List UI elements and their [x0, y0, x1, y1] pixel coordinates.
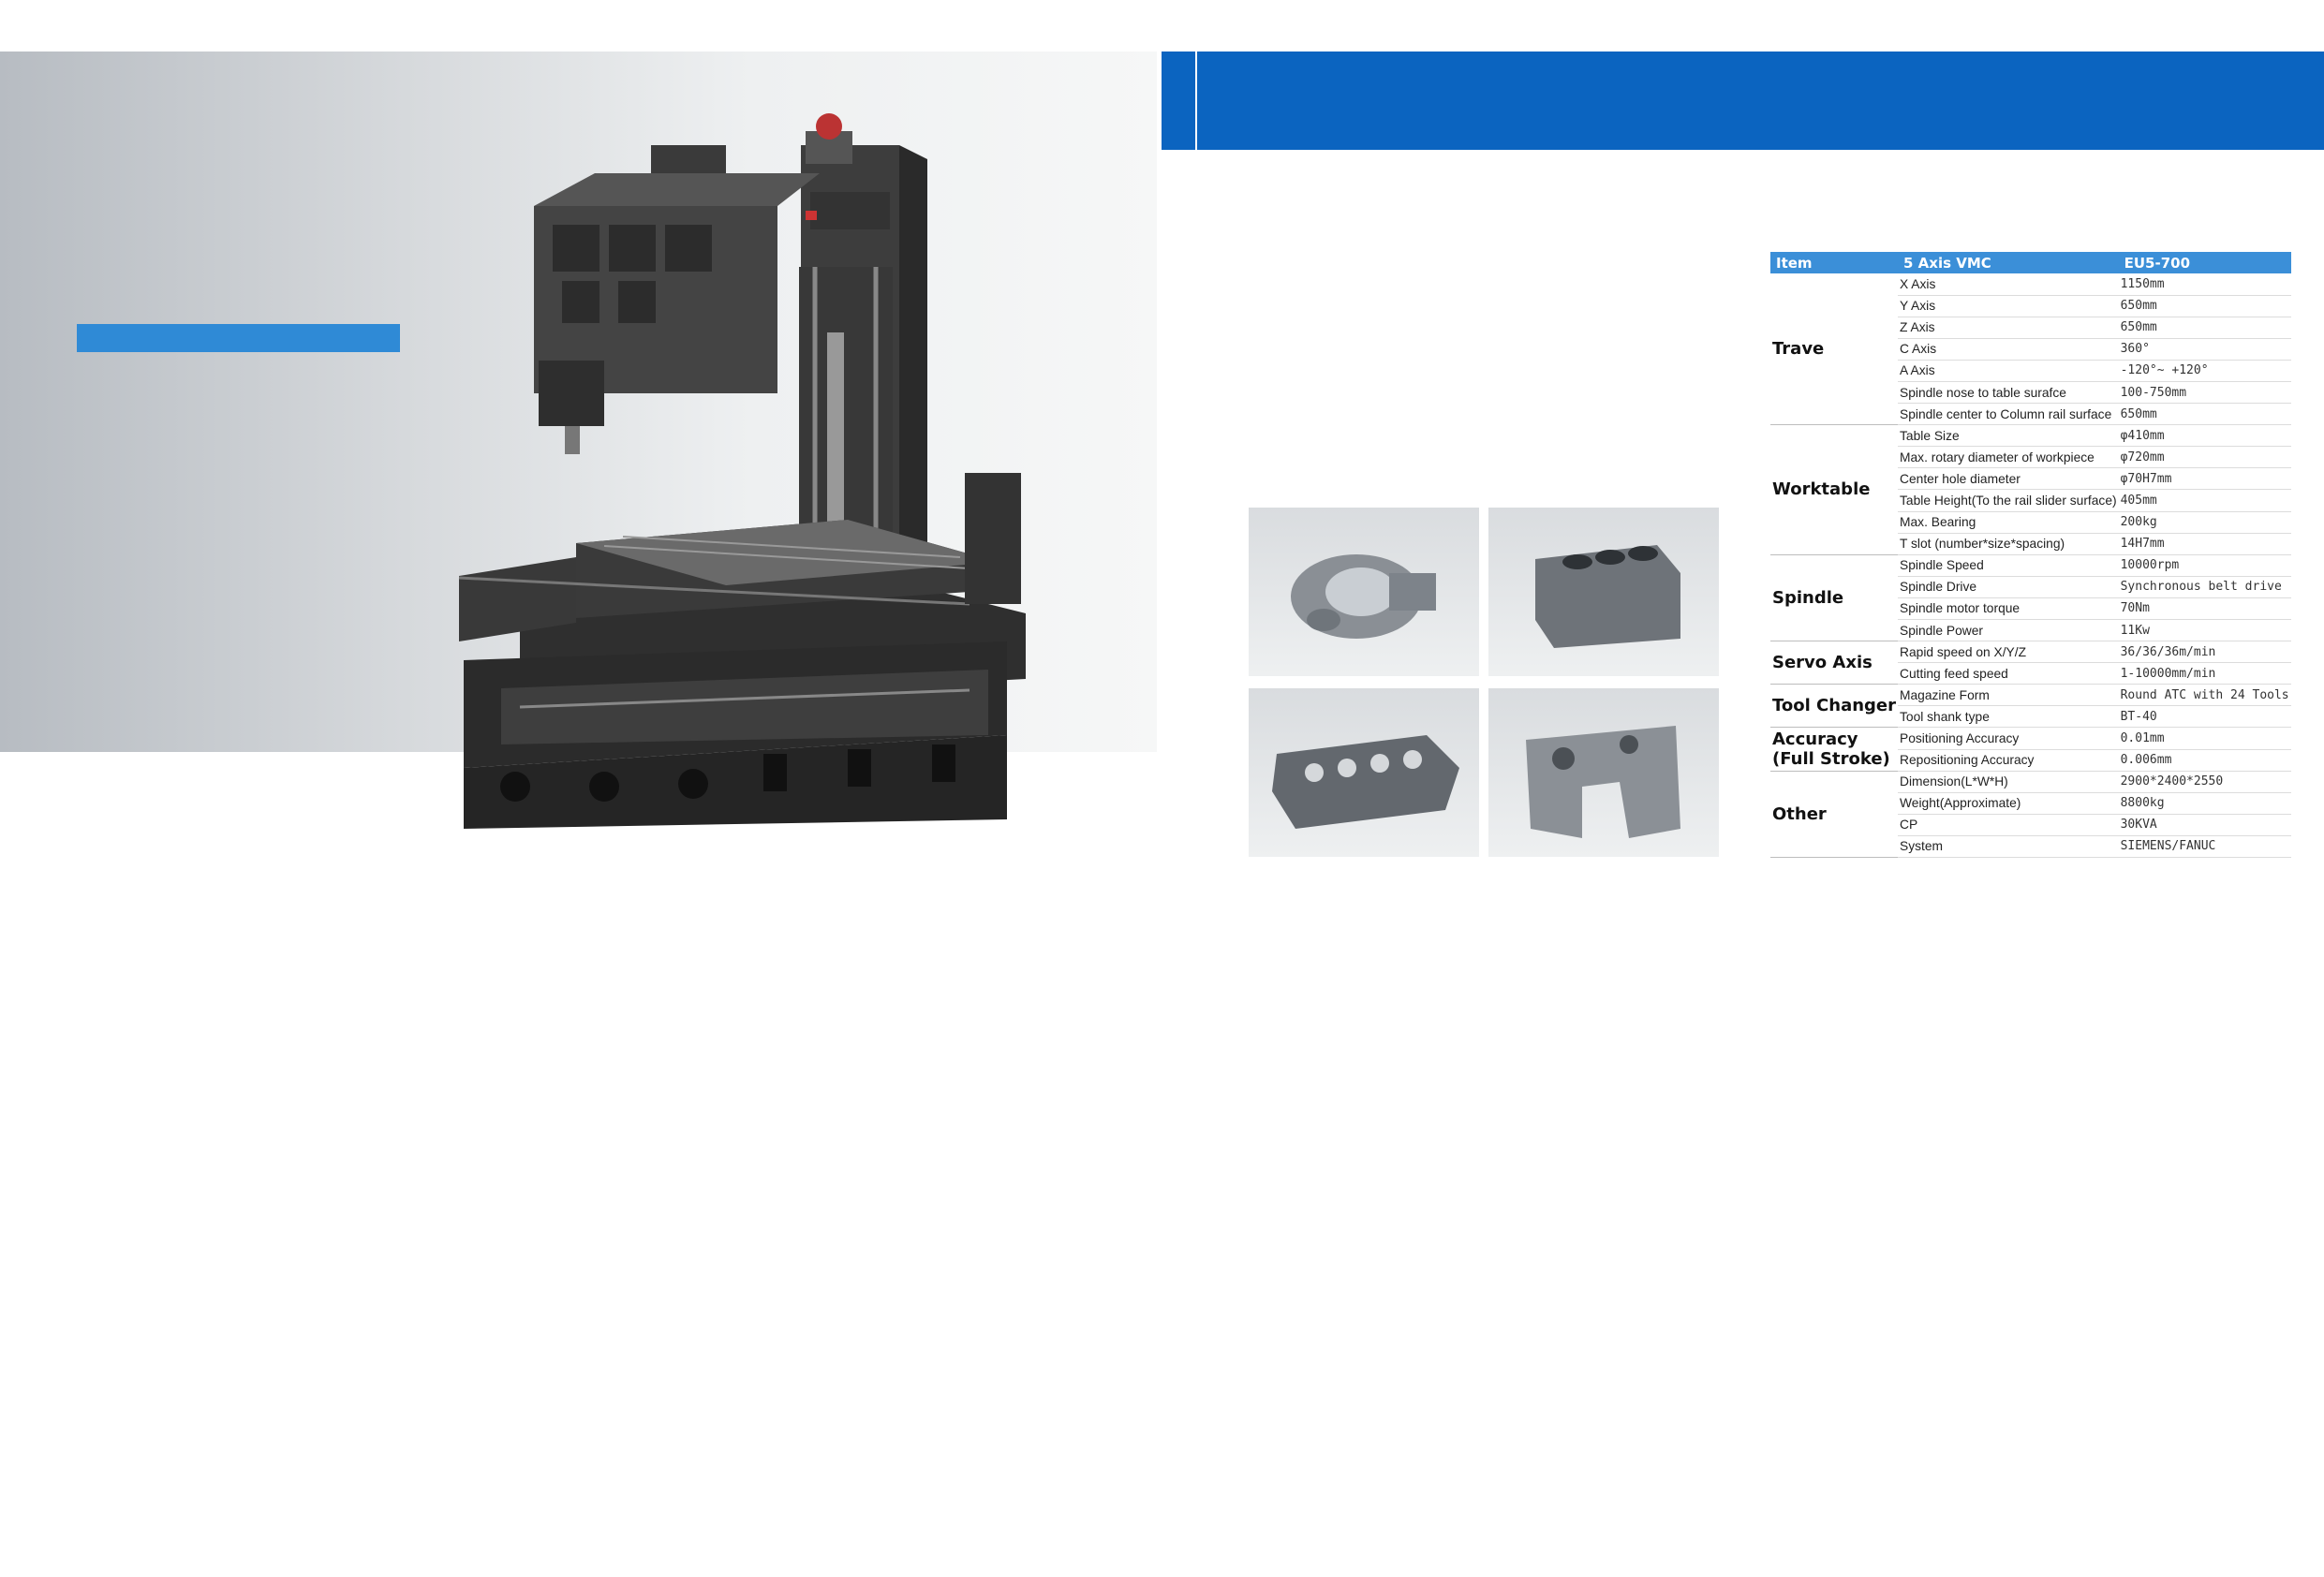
spec-value: 650mm	[2119, 404, 2291, 425]
spec-value: 1150mm	[2119, 273, 2291, 295]
spec-item-label: Table Size	[1898, 425, 2119, 447]
spec-item-label: A Axis	[1898, 360, 2119, 381]
column-header: 5 Axis VMC	[1898, 252, 2119, 273]
spec-item-label: CP	[1898, 814, 2119, 835]
photo-cylinder-head	[1249, 688, 1479, 857]
spec-value: 8800kg	[2119, 792, 2291, 814]
brand-label	[77, 324, 400, 352]
group-label: Accuracy (Full Stroke)	[1770, 728, 1898, 771]
spec-value: 0.01mm	[2119, 728, 2291, 749]
header-accent-bar	[1162, 52, 1195, 150]
spec-item-label: Rapid speed on X/Y/Z	[1898, 641, 2119, 663]
spec-value: φ70H7mm	[2119, 468, 2291, 490]
spec-item-label: Spindle nose to table surafce	[1898, 381, 2119, 403]
spec-value: 30KVA	[2119, 814, 2291, 835]
spec-value: 650mm	[2119, 295, 2291, 317]
table-row	[1770, 273, 2291, 295]
table-row	[1770, 425, 2291, 447]
spec-value: 650mm	[2119, 317, 2291, 338]
column-header: Item	[1770, 252, 1898, 273]
spec-value: 10000rpm	[2119, 554, 2291, 576]
group-label: Servo Axis	[1770, 641, 1898, 685]
spec-item-label: Y Axis	[1898, 295, 2119, 317]
table-row	[1770, 554, 2291, 576]
group-label: Tool Changer	[1770, 685, 1898, 728]
spec-value: 14H7mm	[2119, 533, 2291, 554]
header-blue-banner	[1197, 52, 2324, 150]
spec-value: 100-750mm	[2119, 381, 2291, 403]
spec-item-label: T slot (number*size*spacing)	[1898, 533, 2119, 554]
photo-fixture-block	[1488, 688, 1719, 857]
spec-value: 36/36/36m/min	[2119, 641, 2291, 663]
spec-value: 11Kw	[2119, 620, 2291, 641]
spec-item-label: Max. Bearing	[1898, 511, 2119, 533]
spec-item-label: Max. rotary diameter of workpiece	[1898, 447, 2119, 468]
group-label: Other	[1770, 771, 1898, 857]
photo-machined-bracket	[1249, 508, 1479, 676]
column-header: EU5-700	[2119, 252, 2291, 273]
spec-item-label: Spindle motor torque	[1898, 597, 2119, 619]
spec-item-label: Tool shank type	[1898, 706, 2119, 728]
group-label: Worktable	[1770, 425, 1898, 555]
spec-value: -120°~ +120°	[2119, 360, 2291, 381]
spec-item-label: Repositioning Accuracy	[1898, 749, 2119, 771]
table-row	[1770, 641, 2291, 663]
table-row	[1770, 728, 2291, 749]
spec-item-label: Table Height(To the rail slider surface)	[1898, 490, 2119, 511]
table-row	[1770, 685, 2291, 706]
spec-item-label: Spindle Drive	[1898, 576, 2119, 597]
spec-item-label: Cutting feed speed	[1898, 663, 2119, 685]
group-label: Trave	[1770, 273, 1898, 425]
spec-item-label: Spindle Power	[1898, 620, 2119, 641]
spec-item-label: Z Axis	[1898, 317, 2119, 338]
spec-item-label: System	[1898, 835, 2119, 857]
spec-value: Round ATC with 24 Tools	[2119, 685, 2291, 706]
spec-value: Synchronous belt drive	[2119, 576, 2291, 597]
spec-value: 1-10000mm/min	[2119, 663, 2291, 685]
spec-value: 70Nm	[2119, 597, 2291, 619]
table-row	[1770, 771, 2291, 792]
spec-value: φ720mm	[2119, 447, 2291, 468]
spec-value: 405mm	[2119, 490, 2291, 511]
spec-value: SIEMENS/FANUC	[2119, 835, 2291, 857]
spec-value: 2900*2400*2550	[2119, 771, 2291, 792]
spec-item-label: X Axis	[1898, 273, 2119, 295]
spec-item-label: Center hole diameter	[1898, 468, 2119, 490]
spec-value: 0.006mm	[2119, 749, 2291, 771]
spec-item-label: C Axis	[1898, 338, 2119, 360]
spec-item-label: Magazine Form	[1898, 685, 2119, 706]
spec-table-5-axis-vmc	[1770, 252, 2291, 858]
vmc-machine-illustration	[445, 80, 1044, 829]
spec-item-label: Positioning Accuracy	[1898, 728, 2119, 749]
spec-value: 200kg	[2119, 511, 2291, 533]
photo-engine-block	[1488, 508, 1719, 676]
spec-value: BT-40	[2119, 706, 2291, 728]
spec-item-label: Spindle center to Column rail surface	[1898, 404, 2119, 425]
spec-item-label: Spindle Speed	[1898, 554, 2119, 576]
spec-value: 360°	[2119, 338, 2291, 360]
spec-item-label: Weight(Approximate)	[1898, 792, 2119, 814]
table-header-row	[1770, 252, 2291, 273]
spec-item-label: Dimension(L*W*H)	[1898, 771, 2119, 792]
group-label: Spindle	[1770, 554, 1898, 641]
spec-value: φ410mm	[2119, 425, 2291, 447]
